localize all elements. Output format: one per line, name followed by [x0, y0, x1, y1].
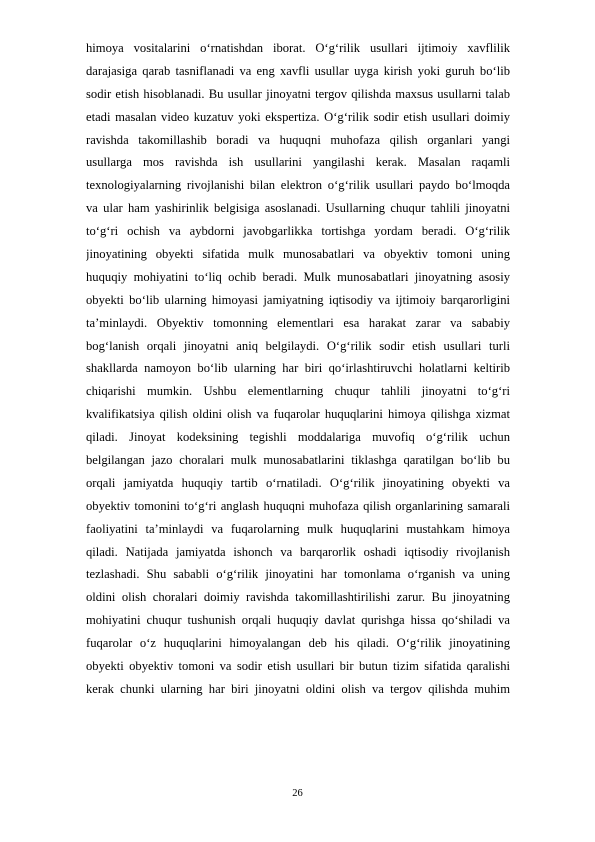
text-line: jinoyatining obyekti sifatida mulk munosabatlari va obyektiv tomoni uning — [86, 247, 510, 262]
text-line: darajasiga qarab tasniflanadi va eng xavfli usullar uyga kirish yoki guruh bo‘lib — [86, 63, 510, 78]
text-line: qiladi. Jinoyat kodeksining tegishli moddalariga muvofiq o‘g‘rilik uchun — [86, 430, 510, 445]
text-line: orqali jamiyatda huquqiy tartib o‘rnatiladi. O‘g‘rilik jinoyatining obyekti va — [86, 475, 510, 490]
text-line: fuqarolar o‘z huquqlarini himoyalangan deb his qiladi. O‘g‘rilik jinoyatining — [86, 636, 510, 651]
text-line: ta’minlaydi. Obyektiv tomonning elementlari esa harakat zarar va sababiy — [86, 315, 510, 330]
text-line: to‘g‘ri ochish va aybdorni javobgarlikka tortishga yordam beradi. O‘g‘rilik — [86, 224, 510, 239]
page-number: 26 — [292, 788, 303, 799]
text-line: va ular ham yashirinlik belgisiga asoslanadi. Usullarning chuqur tahlili jinoyatni — [86, 201, 510, 216]
text-line: shakllarda namoyon bo‘lib ularning har biri qo‘irlashtiruvchi holatlarni keltirib — [86, 361, 510, 376]
text-line: tezlashadi. Shu sababli o‘g‘rilik jinoyatini har tomonlama o‘rganish va uning — [86, 567, 510, 582]
text-line: qiladi. Natijada jamiyatda ishonch va barqarorlik oshadi iqtisodiy rivojlanish — [86, 544, 510, 559]
text-line: himoya vositalarini o‘rnatishdan iborat. O‘g‘rilik usullari ijtimoiy xavflilik — [86, 41, 510, 55]
text-line: faoliyatini ta’minlaydi va fuqarolarning mulk huquqlarini mustahkam himoya — [86, 521, 510, 536]
text-line: kvalifikatsiya qilish oldini olish va fuqarolar huquqlarini himoya qilishga xizmat — [86, 407, 510, 422]
text-line: bog‘lanish orqali jinoyatni aniq belgilaydi. O‘g‘rilik sodir etish usullari turli — [86, 338, 510, 353]
text-line: sodir etish hisoblanadi. Bu usullar jinoyatni tergov qilishda maxsus usullarni talab — [86, 86, 510, 101]
text-line: belgilangan jazo choralari mulk munosabatlarini tiklashga qaratilgan bo‘lib bu — [86, 453, 510, 468]
text-line: kerak chunki ularning har biri jinoyatni oldini olish va tergov qilishda muhim — [86, 681, 510, 696]
text-line: oldini olish choralari doimiy ravishda takomillashtirilishi zarur. Bu jinoyatning — [86, 590, 510, 605]
text-line: chiqarishi mumkin. Ushbu elementlarning chuqur tahlili jinoyatni to‘g‘ri — [86, 384, 510, 399]
text-line: texnologiyalarning rivojlanishi bilan elektron o‘g‘rilik usullari paydo bo‘lmoqda — [86, 178, 510, 193]
text-line: usullarga mos ravishda ish usullarini yangilashi kerak. Masalan raqamli — [86, 155, 510, 170]
text-line: obyekti obyektiv tomoni va sodir etish usullari bir butun tizim sifatida qaralishi — [86, 659, 510, 674]
text-line: obyekti bo‘lib ularning himoyasi jamiyatning iqtisodiy va ijtimoiy barqarorligini — [86, 292, 510, 307]
text-line: etadi masalan video kuzatuv yoki ekspertiza. O‘g‘rilik sodir etish usullari doimiy — [86, 109, 510, 124]
text-line: obyektiv tomonini to‘g‘ri anglash huquqni muhofaza qilish organlarining samarali — [86, 498, 510, 513]
text-line: huquqiy mohiyatini to‘liq ochib beradi. Mulk munosabatlari jinoyatning asosiy — [86, 269, 510, 284]
text-line: mohiyatini chuqur tushunish orqali huquqiy davlat qurishga hissa qo‘shiladi va — [86, 613, 510, 628]
text-line: ravishda takomillashib boradi va huquqni muhofaza qilish organlari yangi — [86, 132, 510, 147]
body-text — [86, 37, 510, 701]
